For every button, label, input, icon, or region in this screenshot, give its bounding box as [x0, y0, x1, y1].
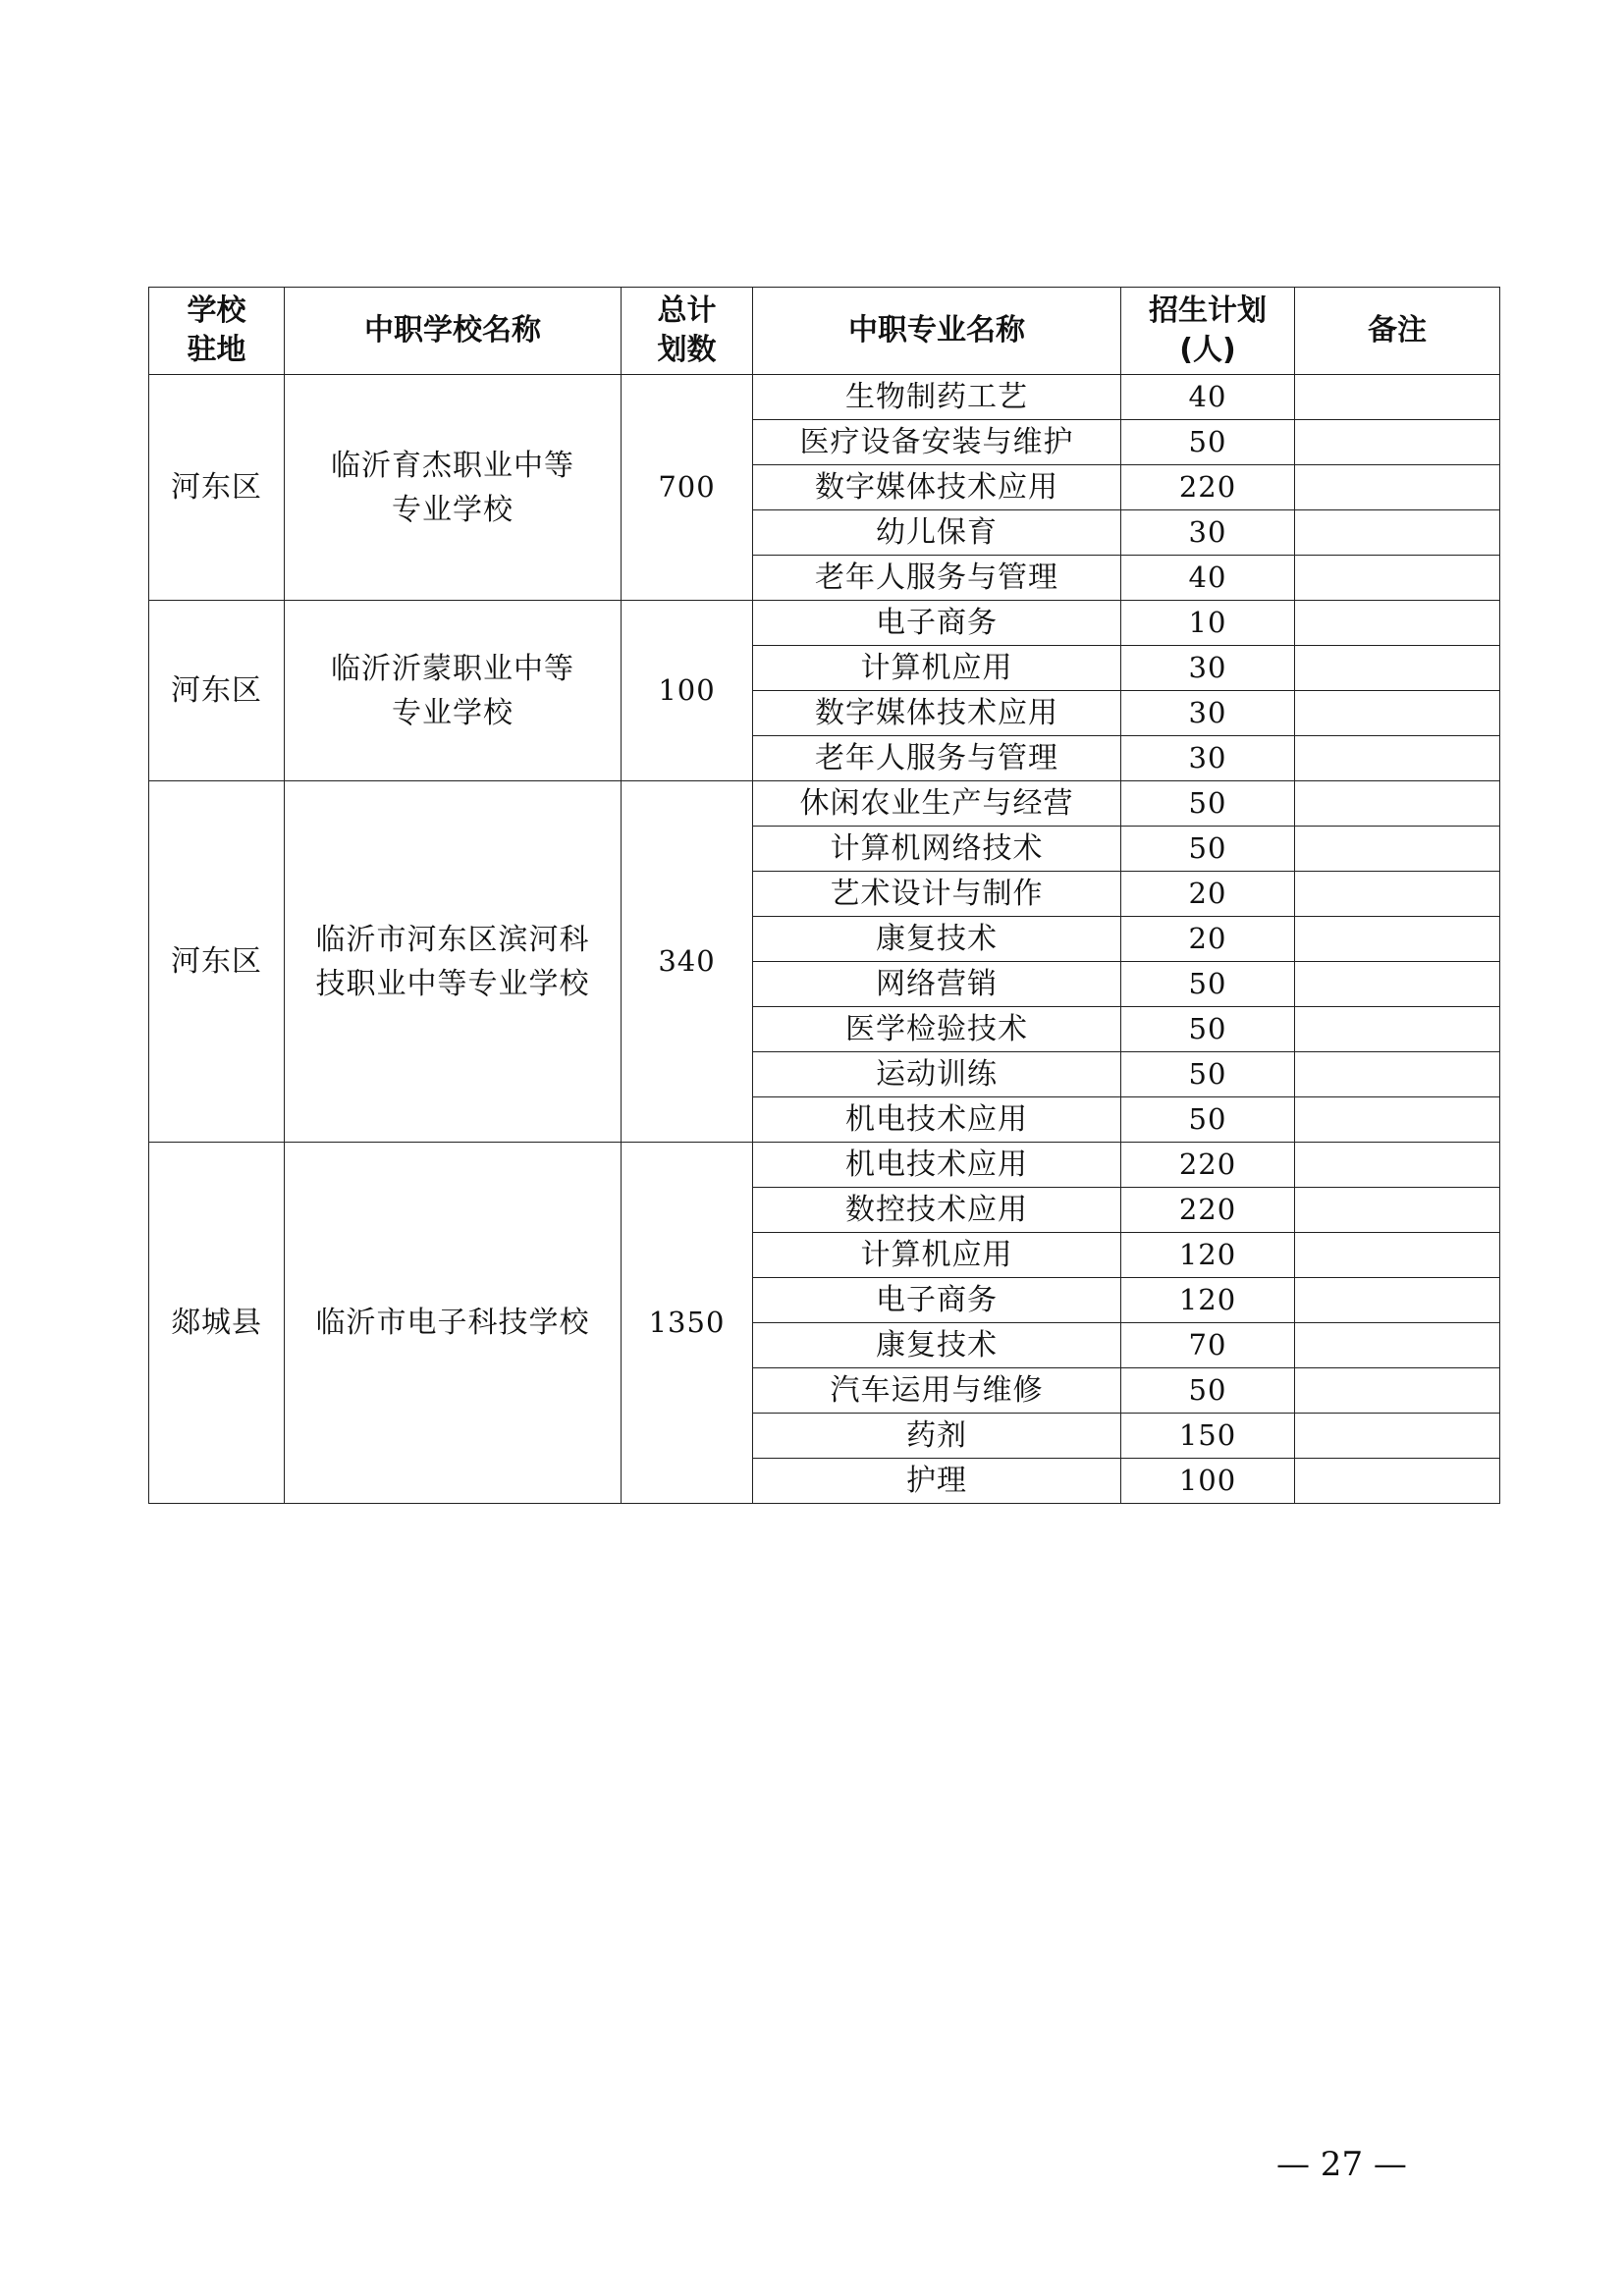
- school-location-cell: 河东区: [149, 781, 285, 1143]
- major-name-cell: 老年人服务与管理: [753, 556, 1121, 601]
- table-row: [149, 375, 1500, 420]
- remark-cell: [1295, 1233, 1500, 1278]
- enrollment-plan-cell: 50: [1121, 962, 1295, 1007]
- enrollment-plan-cell: 220: [1121, 465, 1295, 510]
- remark-cell: [1295, 420, 1500, 465]
- enrollment-plan-cell: 220: [1121, 1143, 1295, 1188]
- major-name-cell: 休闲农业生产与经营: [753, 781, 1121, 827]
- school-name-cell: [285, 1143, 622, 1504]
- remark-cell: [1295, 781, 1500, 827]
- major-name-cell: 计算机应用: [753, 646, 1121, 691]
- enrollment-plan-cell: 30: [1121, 646, 1295, 691]
- major-name-cell: 运动训练: [753, 1052, 1121, 1097]
- enrollment-plan-cell: 30: [1121, 510, 1295, 556]
- enrollment-plan-cell: 120: [1121, 1233, 1295, 1278]
- school-name-line: 临沂市电子科技学校: [315, 1306, 590, 1340]
- page-number: — 27 —: [1276, 2145, 1407, 2184]
- remark-cell: [1295, 556, 1500, 601]
- remark-cell: [1295, 962, 1500, 1007]
- remark-cell: [1295, 1368, 1500, 1414]
- remark-cell: [1295, 827, 1500, 872]
- enrollment-plan-cell: 20: [1121, 872, 1295, 917]
- major-name-cell: 网络营销: [753, 962, 1121, 1007]
- enrollment-plan-cell: 50: [1121, 1052, 1295, 1097]
- major-name-cell: 康复技术: [753, 1323, 1121, 1368]
- remark-cell: [1295, 510, 1500, 556]
- enrollment-plan-cell: 150: [1121, 1414, 1295, 1459]
- enrollment-plan-cell: 20: [1121, 917, 1295, 962]
- enrollment-plan-table: [148, 287, 1500, 1504]
- school-name-cell: [285, 601, 622, 781]
- enrollment-plan-cell: 40: [1121, 556, 1295, 601]
- remark-cell: [1295, 601, 1500, 646]
- table-row: [149, 781, 1500, 827]
- major-name-cell: 药剂: [753, 1414, 1121, 1459]
- remark-cell: [1295, 1323, 1500, 1368]
- enrollment-plan-cell: 50: [1121, 1368, 1295, 1414]
- school-location-cell: 郯城县: [149, 1143, 285, 1504]
- total-plan-cell: 340: [622, 781, 753, 1143]
- remark-cell: [1295, 1459, 1500, 1504]
- header-major-name: 中职专业名称: [753, 288, 1121, 375]
- major-name-cell: 老年人服务与管理: [753, 736, 1121, 781]
- enrollment-plan-cell: 50: [1121, 420, 1295, 465]
- school-name-cell: [285, 781, 622, 1143]
- major-name-cell: 数字媒体技术应用: [753, 691, 1121, 736]
- enrollment-plan-cell: 100: [1121, 1459, 1295, 1504]
- header-remark: 备注: [1295, 288, 1500, 375]
- school-name-line: 技职业中等专业学校: [315, 966, 590, 1001]
- remark-cell: [1295, 1143, 1500, 1188]
- school-location-cell: 河东区: [149, 375, 285, 601]
- enrollment-plan-cell: 50: [1121, 827, 1295, 872]
- enrollment-plan-cell: 30: [1121, 691, 1295, 736]
- major-name-cell: 机电技术应用: [753, 1143, 1121, 1188]
- header-row: [149, 288, 1500, 375]
- enrollment-plan-cell: 50: [1121, 1097, 1295, 1143]
- remark-cell: [1295, 1097, 1500, 1143]
- header-enrollment-plan: 招生计划 (人): [1121, 288, 1295, 375]
- remark-cell: [1295, 375, 1500, 420]
- enrollment-plan-cell: 10: [1121, 601, 1295, 646]
- remark-cell: [1295, 646, 1500, 691]
- school-name-line: 临沂市河东区滨河科: [315, 922, 590, 957]
- enrollment-plan-cell: 50: [1121, 781, 1295, 827]
- school-name-line: 临沂沂蒙职业中等: [331, 651, 574, 686]
- remark-cell: [1295, 1188, 1500, 1233]
- remark-cell: [1295, 917, 1500, 962]
- table-body: [149, 375, 1500, 1504]
- major-name-cell: 汽车运用与维修: [753, 1368, 1121, 1414]
- school-name-cell: [285, 375, 622, 601]
- major-name-cell: 电子商务: [753, 1278, 1121, 1323]
- remark-cell: [1295, 1007, 1500, 1052]
- enrollment-plan-cell: 40: [1121, 375, 1295, 420]
- school-name-line: 专业学校: [392, 492, 514, 527]
- major-name-cell: 数控技术应用: [753, 1188, 1121, 1233]
- major-name-cell: 医疗设备安装与维护: [753, 420, 1121, 465]
- school-location-cell: 河东区: [149, 601, 285, 781]
- remark-cell: [1295, 1278, 1500, 1323]
- major-name-cell: 电子商务: [753, 601, 1121, 646]
- table-row: [149, 601, 1500, 646]
- header-location: 学校 驻地: [149, 288, 285, 375]
- major-name-cell: 计算机应用: [753, 1233, 1121, 1278]
- total-plan-cell: 700: [622, 375, 753, 601]
- header-total: 总计 划数: [622, 288, 753, 375]
- remark-cell: [1295, 736, 1500, 781]
- enrollment-plan-cell: 50: [1121, 1007, 1295, 1052]
- remark-cell: [1295, 691, 1500, 736]
- total-plan-cell: 100: [622, 601, 753, 781]
- major-name-cell: 数字媒体技术应用: [753, 465, 1121, 510]
- school-name-line: 专业学校: [392, 695, 514, 730]
- enrollment-plan-cell: 220: [1121, 1188, 1295, 1233]
- major-name-cell: 艺术设计与制作: [753, 872, 1121, 917]
- enrollment-plan-cell: 30: [1121, 736, 1295, 781]
- total-plan-cell: 1350: [622, 1143, 753, 1504]
- major-name-cell: 康复技术: [753, 917, 1121, 962]
- major-name-cell: 幼儿保育: [753, 510, 1121, 556]
- remark-cell: [1295, 872, 1500, 917]
- major-name-cell: 医学检验技术: [753, 1007, 1121, 1052]
- remark-cell: [1295, 1414, 1500, 1459]
- major-name-cell: 生物制药工艺: [753, 375, 1121, 420]
- remark-cell: [1295, 465, 1500, 510]
- major-name-cell: 护理: [753, 1459, 1121, 1504]
- enrollment-plan-cell: 70: [1121, 1323, 1295, 1368]
- school-name-line: 临沂育杰职业中等: [331, 448, 574, 483]
- major-name-cell: 计算机网络技术: [753, 827, 1121, 872]
- enrollment-plan-cell: 120: [1121, 1278, 1295, 1323]
- header-school-name: 中职学校名称: [285, 288, 622, 375]
- major-name-cell: 机电技术应用: [753, 1097, 1121, 1143]
- table-row: [149, 1143, 1500, 1188]
- remark-cell: [1295, 1052, 1500, 1097]
